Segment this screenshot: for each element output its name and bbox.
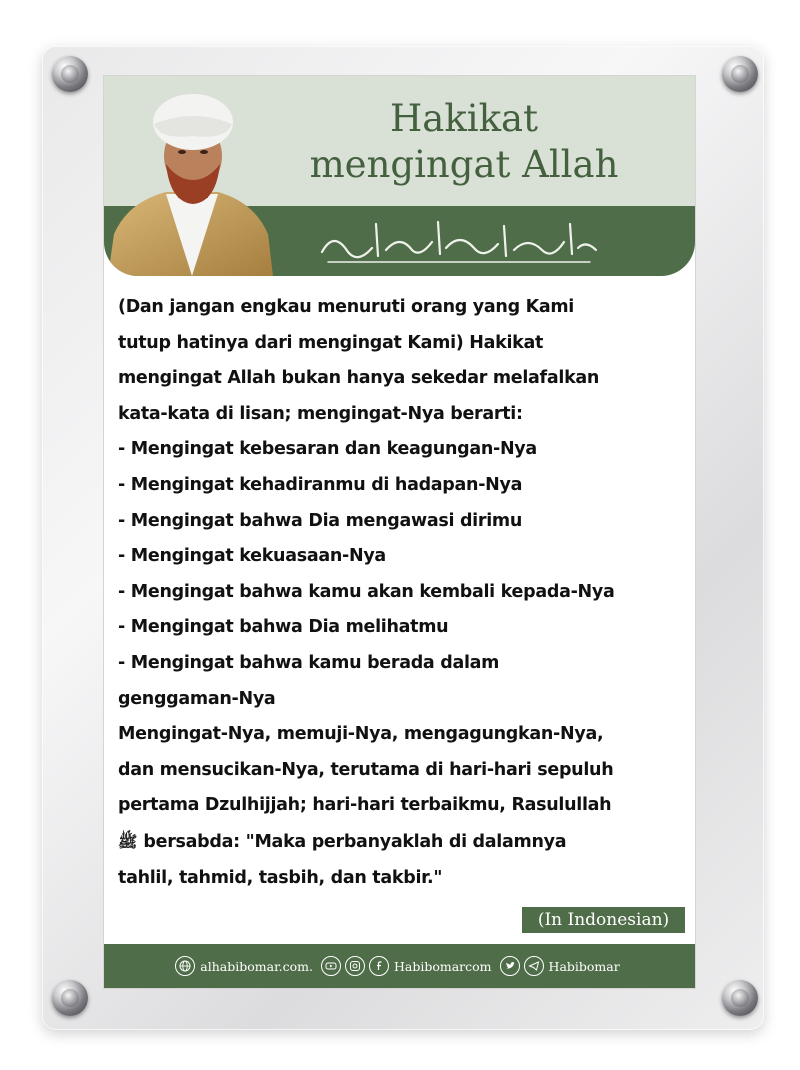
list-item: - Mengingat bahwa Dia mengawasi dirimu [118, 510, 522, 531]
screw-bottom-right-icon [722, 980, 758, 1016]
title-line-1: Hakikat [390, 97, 538, 140]
body-line: mengingat Allah bukan hanya sekedar melafalkan [118, 368, 600, 389]
body-line: tutup hatinya dari mengingat Kami) Hakikat [118, 332, 544, 353]
arabic-calligraphy-signature [314, 212, 604, 270]
list-item: - Mengingat bahwa Dia melihatmu [118, 617, 449, 638]
footer-handle-primary[interactable]: Habibomarcom [394, 958, 492, 974]
screw-top-left-icon [52, 56, 88, 92]
body-line: bersabda: "Maka perbanyaklah di dalamnya [143, 831, 567, 852]
poster-header [104, 76, 695, 276]
screw-bottom-left-icon [52, 980, 88, 1016]
poster [104, 76, 695, 988]
list-item: - Mengingat bahwa kamu akan kembali kepada-Nya [118, 581, 615, 602]
list-item: - Mengingat kehadiranmu di hadapan-Nya [118, 474, 523, 495]
article-body [118, 290, 688, 896]
portrait-image [108, 84, 273, 276]
list-item-continuation: genggaman-Nya [118, 688, 276, 709]
screw-top-right-icon [722, 56, 758, 92]
instagram-icon[interactable] [345, 956, 365, 976]
body-line: (Dan jangan engkau menuruti orang yang Kami [118, 297, 574, 317]
twitter-icon[interactable] [500, 956, 520, 976]
list-item: - Mengingat kekuasaan-Nya [118, 546, 386, 567]
youtube-icon[interactable] [321, 956, 341, 976]
footer-handle-secondary[interactable]: Habibomar [548, 958, 620, 974]
facebook-icon[interactable] [369, 956, 389, 976]
telegram-icon[interactable] [524, 956, 544, 976]
list-item: - Mengingat bahwa kamu berada dalam [118, 652, 500, 673]
page-title [254, 96, 674, 188]
globe-icon[interactable] [175, 956, 195, 976]
body-line: pertama Dzulhijjah; hari-hari terbaikmu, Rasulullah [118, 795, 612, 816]
language-badge: (In Indonesian) [522, 907, 685, 933]
body-line-with-symbol [118, 824, 688, 861]
list-item: - Mengingat kebesaran dan keagungan-Nya [118, 439, 537, 460]
body-line: Mengingat-Nya, memuji-Nya, mengagungkan-Nya, [118, 724, 604, 745]
body-line: kata-kata di lisan; mengingat-Nya berarti: [118, 403, 523, 424]
body-line: dan mensucikan-Nya, terutama di hari-hari sepuluh [118, 759, 614, 780]
body-line: tahlil, tahmid, tasbih, dan takbir." [118, 867, 443, 888]
title-line-2: mengingat Allah [309, 143, 619, 186]
poster-footer [104, 944, 695, 988]
footer-website[interactable]: alhabibomar.com. [200, 958, 313, 974]
saw-symbol: ﷺ [118, 831, 138, 851]
